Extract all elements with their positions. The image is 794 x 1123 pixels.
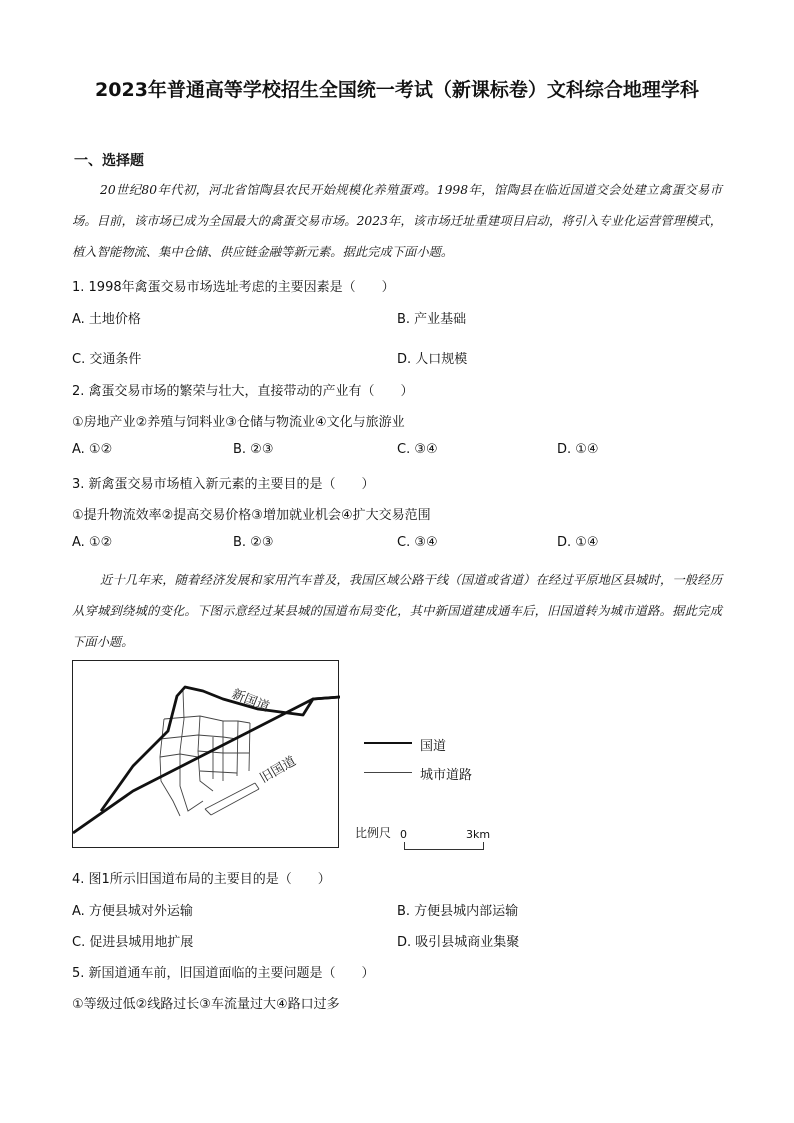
- question-2-stem: 2. 禽蛋交易市场的繁荣与壮大，直接带动的产业有（ ）: [72, 384, 414, 399]
- question-2-statement: ①房地产业②养殖与饲料业③仓储与物流业④文化与旅游业: [72, 415, 405, 430]
- q1-option-d[interactable]: D. 人口规模: [397, 352, 468, 367]
- new-national-road: [101, 687, 340, 811]
- question-3-statement: ①提升物流效率②提高交易价格③增加就业机会④扩大交易范围: [72, 508, 431, 523]
- passage-1: 20世纪80年代初，河北省馆陶县农民开始规模化养殖蛋鸡。1998年，馆陶县在临近国道交会处建立禽蛋交易市场。目前，该市场已成为全国最大的禽蛋交易市场。2023年，该市场迁址重建项目启动，将引入专业化运营管理模式，植入智能物流、集中仓储、供应链金融等新元素。据此完成下面小题。: [72, 183, 723, 259]
- old-road-label: 旧国道: [257, 753, 299, 786]
- scale-label: 比例尺: [355, 826, 392, 840]
- q4-option-a[interactable]: A. 方便县城对外运输: [72, 904, 193, 919]
- page-title: 2023年普通高等学校招生全国统一考试（新课标卷）文科综合地理学科: [95, 79, 699, 101]
- section-title: 一、选择题: [74, 153, 144, 169]
- q2-option-c[interactable]: C. ③④: [397, 442, 438, 457]
- question-5-stem: 5. 新国道通车前，旧国道面临的主要问题是（ ）: [72, 966, 375, 981]
- q2-option-d[interactable]: D. ①④: [557, 442, 599, 457]
- legend-national-road-swatch: [364, 742, 412, 744]
- road-map-svg: [73, 661, 340, 849]
- q1-option-b[interactable]: B. 产业基础: [397, 312, 467, 327]
- new-road-label: 新国道: [229, 685, 272, 715]
- road-map-figure: [72, 660, 339, 848]
- legend-city-road-label: 城市道路: [420, 768, 473, 783]
- legend-national-road-label: 国道: [420, 739, 447, 754]
- q3-option-d[interactable]: D. ①④: [557, 535, 599, 550]
- legend-city-road-swatch: [364, 772, 412, 773]
- question-3-stem: 3. 新禽蛋交易市场植入新元素的主要目的是（ ）: [72, 477, 375, 492]
- q3-option-c[interactable]: C. ③④: [397, 535, 438, 550]
- q1-option-c[interactable]: C. 交通条件: [72, 352, 142, 367]
- question-1-stem: 1. 1998年禽蛋交易市场选址考虑的主要因素是（ ）: [72, 280, 395, 295]
- q2-option-a[interactable]: A. ①②: [72, 442, 113, 457]
- scale-end: 3km: [466, 828, 491, 841]
- scale-bar: [404, 842, 484, 850]
- q3-option-a[interactable]: A. ①②: [72, 535, 113, 550]
- q1-option-a[interactable]: A. 土地价格: [72, 312, 141, 327]
- q4-option-c[interactable]: C. 促进县城用地扩展: [72, 935, 194, 950]
- question-4-stem: 4. 图1所示旧国道布局的主要目的是（ ）: [72, 872, 331, 887]
- q2-option-b[interactable]: B. ②③: [233, 442, 274, 457]
- passage-2: 近十几年来，随着经济发展和家用汽车普及，我国区域公路干线（国道或省道）在经过平原地区县城时，一般经历从穿城到绕城的变化。下图示意经过某县城的国道布局变化，其中新国道建成通车后，旧国道转为城市道路。据此完成下面小题。: [72, 573, 722, 649]
- q4-option-b[interactable]: B. 方便县城内部运输: [397, 904, 519, 919]
- scale-start: 0: [400, 828, 407, 841]
- question-5-statement: ①等级过低②线路过长③车流量过大④路口过多: [72, 997, 340, 1012]
- q4-option-d[interactable]: D. 吸引县城商业集聚: [397, 935, 520, 950]
- q3-option-b[interactable]: B. ②③: [233, 535, 274, 550]
